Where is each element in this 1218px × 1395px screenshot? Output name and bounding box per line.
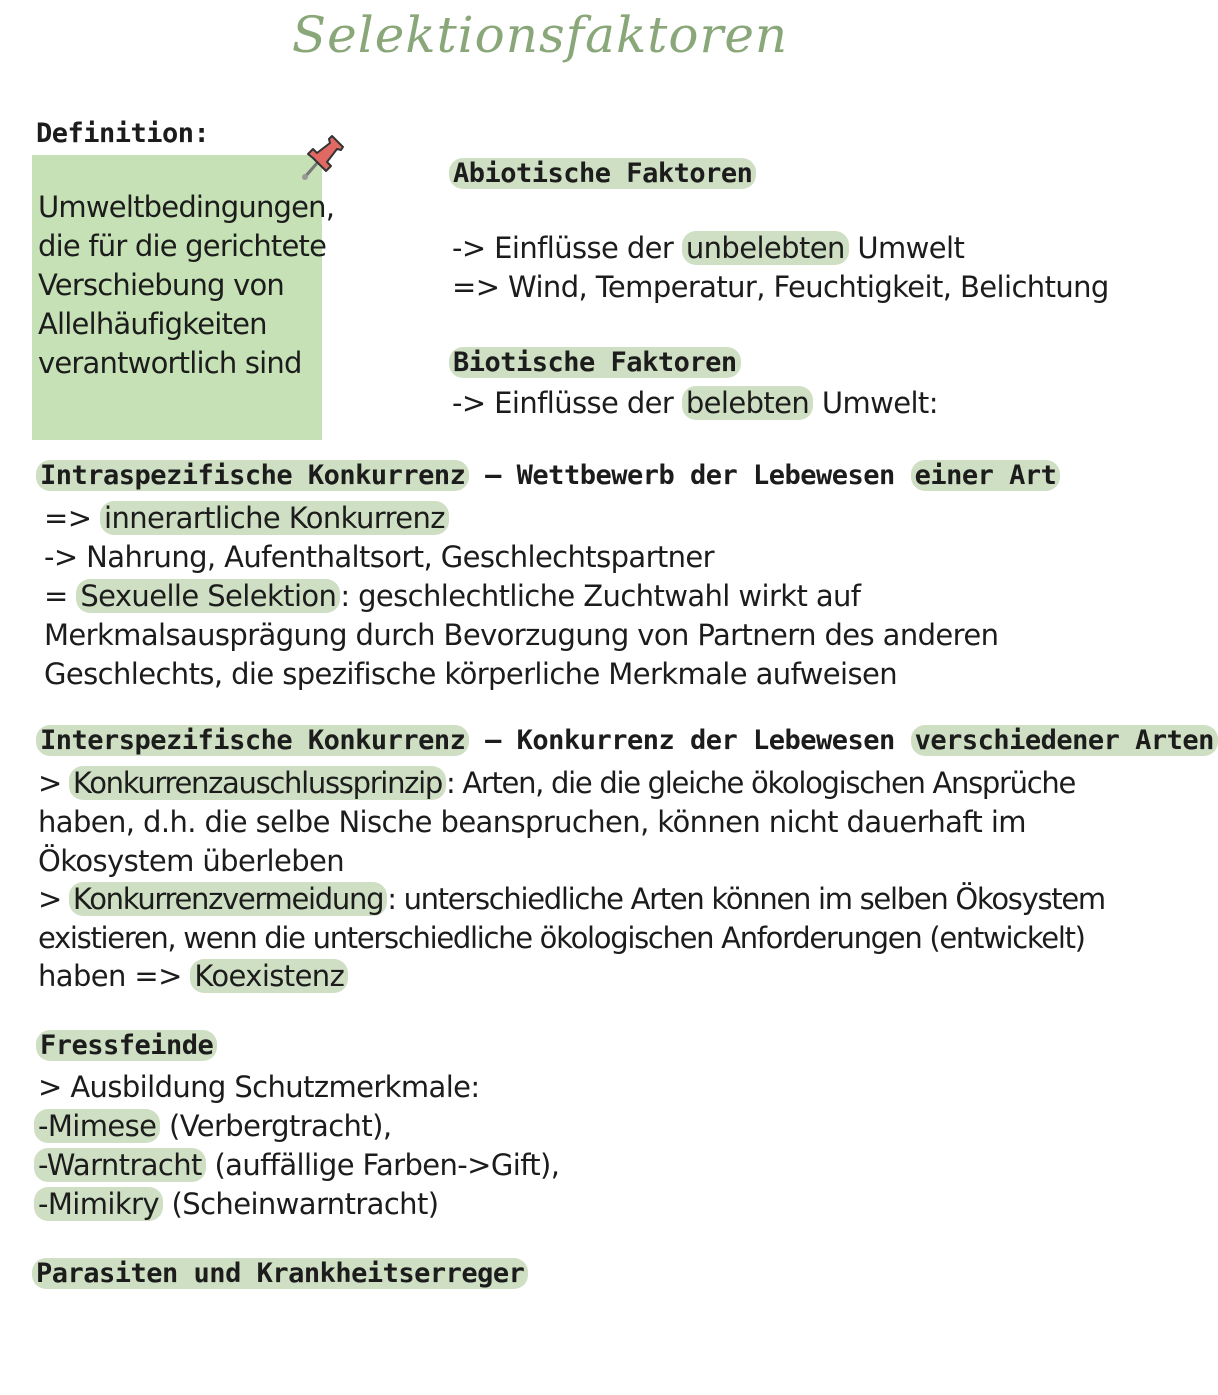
intra-line-5: Geschlechts, die spezifische körperliche Merkmale aufweisen xyxy=(44,657,898,691)
inter-heading: Interspezifische Konkurrenz – Konkurrenz der Lebewesen verschiedener Arten xyxy=(36,725,1218,756)
definition-line: Verschiebung von xyxy=(38,268,284,302)
intra-heading: Intraspezifische Konkurrenz – Wettbewerb der Lebewesen einer Art xyxy=(36,460,1060,491)
intra-line-4: Merkmalsausprägung durch Bevorzugung von Partnern des anderen xyxy=(44,618,999,652)
intra-line-3: = Sexuelle Selektion : geschlechtliche Zuchtwahl wirkt auf xyxy=(44,579,861,613)
abiotic-heading: Abiotische Faktoren xyxy=(449,158,756,189)
definition-line: Umweltbedingungen, xyxy=(38,190,335,224)
definition-text xyxy=(38,188,335,383)
parasites-heading: Parasiten und Krankheitserreger xyxy=(32,1258,528,1289)
biotic-heading: Biotische Faktoren xyxy=(449,347,741,378)
predators-heading: Fressfeinde xyxy=(36,1030,217,1061)
intra-line-1: => innerartliche Konkurrenz xyxy=(44,499,449,538)
definition-line: Allelhäufigkeiten xyxy=(38,307,267,341)
abiotic-line-2: => Wind, Temperatur, Feuchtigkeit, Belichtung xyxy=(452,270,1109,304)
inter-line-3: Ökosystem überleben xyxy=(38,844,345,878)
definition-line: verantwortlich sind xyxy=(38,346,302,380)
biotic-line-1: -> Einflüsse der belebten Umwelt: xyxy=(452,386,938,420)
predators-line-1: > Ausbildung Schutzmerkmale: xyxy=(38,1070,480,1104)
inter-line-4: > Konkurrenzvermeidung : unterschiedliche Arten können im selben Ökosystem xyxy=(38,882,1105,916)
predators-item: -Mimikry (Scheinwarntracht) xyxy=(34,1185,438,1224)
definition-label: Definition: xyxy=(36,118,210,149)
predators-item: -Mimese (Verbergtracht), xyxy=(34,1107,391,1146)
abiotic-line-1: -> Einflüsse der unbelebten Umwelt xyxy=(452,231,965,265)
definition-line: die für die gerichtete xyxy=(38,229,327,263)
pushpin-icon xyxy=(296,130,350,186)
page-title: Selektionsfaktoren xyxy=(291,6,789,64)
inter-line-2: haben, d.h. die selbe Nische beanspruchen, können nicht dauerhaft im xyxy=(38,805,1026,839)
inter-line-6: haben => Koexistenz xyxy=(38,957,348,996)
predators-item: -Warntracht (auffällige Farben->Gift), xyxy=(34,1146,559,1185)
inter-line-1: > Konkurrenzauschlussprinzip : Arten, die die gleiche ökologischen Ansprüche xyxy=(38,766,1076,800)
intra-line-2: -> Nahrung, Aufenthaltsort, Geschlechtspartner xyxy=(44,540,715,574)
inter-line-5: existieren, wenn die unterschiedliche ökologischen Anforderungen (entwickelt) xyxy=(38,921,1085,955)
